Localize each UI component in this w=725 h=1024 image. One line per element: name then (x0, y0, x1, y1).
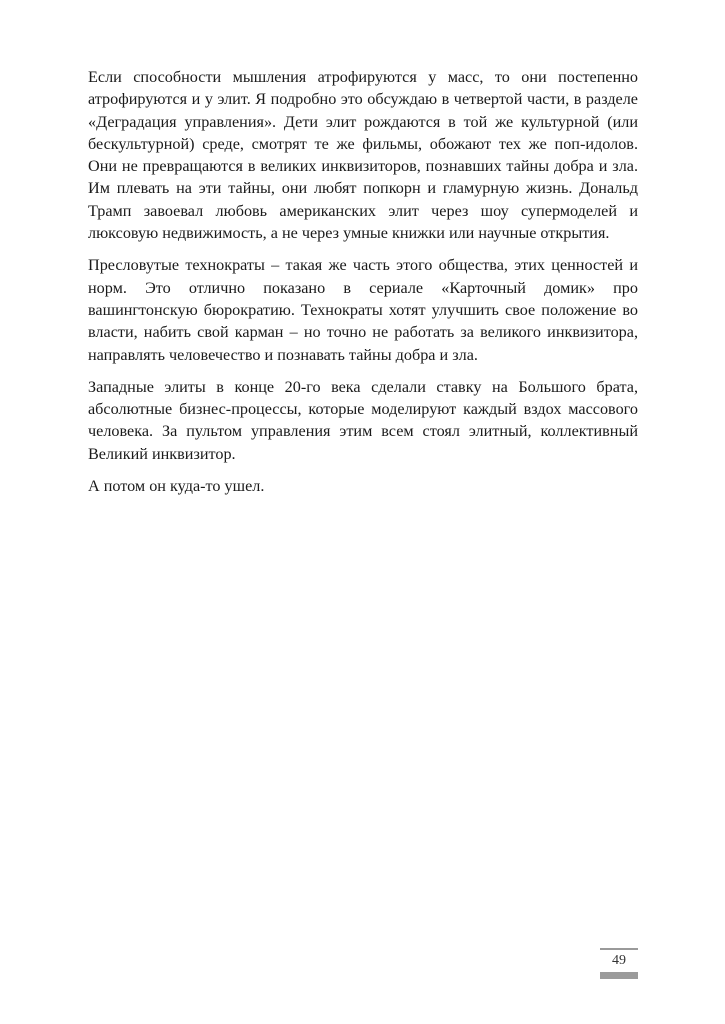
page-number: 49 (612, 953, 626, 968)
paragraph-2: Пресловутые технократы – такая же часть этого общества, этих ценностей и норм. Это отлично показано в сериале «Карточный домик» про вашингтонскую бюрократию. Технократы хотят улучшить свое положение во власти, набить свой карман – но точно не работать за великого инквизитора, направлять человечество и познавать тайны добра и зла. (88, 256, 638, 364)
page-number-rule (600, 948, 638, 950)
page-number-block (600, 948, 638, 980)
paragraph-3: Западные элиты в конце 20-го века сделали ставку на Большого брата, абсолютные бизнес-процессы, которые моделируют каждый вздох массового человека. За пультом управления этим всем стоял элитный, коллективный Великий инквизитор. (88, 377, 638, 463)
paragraph-1: Если способности мышления атрофируются у масс, то они постепенно атрофируются и у элит. Я подробно это обсуждаю в четвертой части, в разделе «Деградация управления». Дети элит рождаются в той же культурной (или бескультурной) среде, смотрят те же фильмы, обожают тех же поп-идолов. Они не превращаются в великих инквизиторов, познавших тайны добра и зла. Им плевать на эти тайны, они любят попкорн и гламурную жизнь. Дональд Трамп завоевал любовь американских элит через шоу супермоделей и люксовую недвижимость, а не через умные книжки или научные открытия. (88, 68, 638, 243)
page-number-bar (600, 972, 638, 979)
paragraph-4: А потом он куда-то ушел. (88, 477, 265, 496)
body-text (88, 66, 638, 507)
